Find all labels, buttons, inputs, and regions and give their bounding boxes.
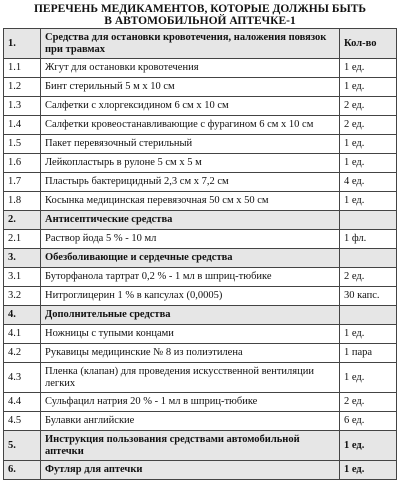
- row-name: Пакет перевязочный стерильный: [41, 135, 340, 154]
- medicine-table-body: [4, 29, 397, 480]
- table-row: [4, 363, 397, 393]
- section-row: [4, 249, 397, 268]
- row-name: Пленка (клапан) для проведения искусственной вентиляции легких: [41, 363, 340, 393]
- table-row: [4, 268, 397, 287]
- row-name: Косынка медицинская перевязочная 50 см х 50 см: [41, 192, 340, 211]
- row-number: 3.1: [4, 268, 41, 287]
- row-quantity: 2 ед.: [340, 116, 397, 135]
- row-name: Дополнительные средства: [41, 306, 340, 325]
- row-number: 1.1: [4, 59, 41, 78]
- row-name: Жгут для остановки кровотечения: [41, 59, 340, 78]
- row-number: 1.: [4, 29, 41, 59]
- row-quantity: 1 ед.: [340, 59, 397, 78]
- row-name: Буторфанола тартрат 0,2 % - 1 мл в шприц-тюбике: [41, 268, 340, 287]
- row-number: 4.: [4, 306, 41, 325]
- row-name: Булавки английские: [41, 412, 340, 431]
- row-quantity: 2 ед.: [340, 97, 397, 116]
- row-number: 6.: [4, 461, 41, 480]
- row-quantity: 2 ед.: [340, 393, 397, 412]
- row-quantity: [340, 249, 397, 268]
- row-name: Рукавицы медицинские № 8 из полиэтилена: [41, 344, 340, 363]
- row-number: 1.6: [4, 154, 41, 173]
- row-name: Сульфацил натрия 20 % - 1 мл в шприц-тюбике: [41, 393, 340, 412]
- table-row: [4, 287, 397, 306]
- row-number: 2.1: [4, 230, 41, 249]
- row-number: 4.2: [4, 344, 41, 363]
- row-quantity: 1 ед.: [340, 363, 397, 393]
- row-quantity: 1 ед.: [340, 135, 397, 154]
- table-row: [4, 325, 397, 344]
- table-row: [4, 97, 397, 116]
- table-row: [4, 173, 397, 192]
- row-quantity: 1 фл.: [340, 230, 397, 249]
- row-name: Антисептические средства: [41, 211, 340, 230]
- table-row: [4, 344, 397, 363]
- section-row: [4, 306, 397, 325]
- row-name: Нитроглицерин 1 % в капсулах (0,0005): [41, 287, 340, 306]
- title-line-2: В АВТОМОБИЛЬНОЙ АПТЕЧКЕ-1: [104, 15, 296, 27]
- row-number: 4.5: [4, 412, 41, 431]
- table-row: [4, 412, 397, 431]
- row-quantity: 4 ед.: [340, 173, 397, 192]
- row-name: Салфетки с хлоргексидином 6 см х 10 см: [41, 97, 340, 116]
- row-quantity: 30 капс.: [340, 287, 397, 306]
- row-name: Обезболивающие и сердечные средства: [41, 249, 340, 268]
- row-number: 4.1: [4, 325, 41, 344]
- row-name: Пластырь бактерицидный 2,3 см х 7,2 см: [41, 173, 340, 192]
- medicine-table: [3, 28, 397, 480]
- table-row: [4, 135, 397, 154]
- row-name: Инструкция пользования средствами автомобильной аптечки: [41, 431, 340, 461]
- row-number: 1.3: [4, 97, 41, 116]
- row-number: 1.2: [4, 78, 41, 97]
- row-name: Футляр для аптечки: [41, 461, 340, 480]
- row-quantity: Кол-во: [340, 29, 397, 59]
- row-quantity: 1 ед.: [340, 78, 397, 97]
- row-number: 2.: [4, 211, 41, 230]
- row-name: Ножницы с тупыми концами: [41, 325, 340, 344]
- table-row: [4, 393, 397, 412]
- row-number: 3.: [4, 249, 41, 268]
- row-quantity: 1 ед.: [340, 431, 397, 461]
- row-name: Салфетки кровеостанавливающие с фурагином 6 см х 10 см: [41, 116, 340, 135]
- title-line-1: ПЕРЕЧЕНЬ МЕДИКАМЕНТОВ, КОТОРЫЕ ДОЛЖНЫ БЫТЬ: [33, 3, 367, 15]
- document-title: [0, 0, 400, 28]
- row-quantity: 1 пара: [340, 344, 397, 363]
- row-quantity: 1 ед.: [340, 154, 397, 173]
- row-number: 3.2: [4, 287, 41, 306]
- row-number: 5.: [4, 431, 41, 461]
- table-row: [4, 192, 397, 211]
- row-number: 4.3: [4, 363, 41, 393]
- table-row: [4, 154, 397, 173]
- row-number: 1.8: [4, 192, 41, 211]
- section-row: [4, 461, 397, 480]
- row-quantity: [340, 211, 397, 230]
- row-quantity: 1 ед.: [340, 192, 397, 211]
- row-quantity: [340, 306, 397, 325]
- row-quantity: 2 ед.: [340, 268, 397, 287]
- table-row: [4, 230, 397, 249]
- row-name: Раствор йода 5 % - 10 мл: [41, 230, 340, 249]
- row-quantity: 1 ед.: [340, 325, 397, 344]
- section-row: [4, 29, 397, 59]
- row-number: 1.5: [4, 135, 41, 154]
- row-number: 1.4: [4, 116, 41, 135]
- table-row: [4, 78, 397, 97]
- row-name: Средства для остановки кровотечения, наложения повязок при травмах: [41, 29, 340, 59]
- table-row: [4, 116, 397, 135]
- row-quantity: 1 ед.: [340, 461, 397, 480]
- table-row: [4, 59, 397, 78]
- row-number: 1.7: [4, 173, 41, 192]
- row-number: 4.4: [4, 393, 41, 412]
- section-row: [4, 431, 397, 461]
- row-name: Бинт стерильный 5 м х 10 см: [41, 78, 340, 97]
- row-name: Лейкопластырь в рулоне 5 см х 5 м: [41, 154, 340, 173]
- row-quantity: 6 ед.: [340, 412, 397, 431]
- section-row: [4, 211, 397, 230]
